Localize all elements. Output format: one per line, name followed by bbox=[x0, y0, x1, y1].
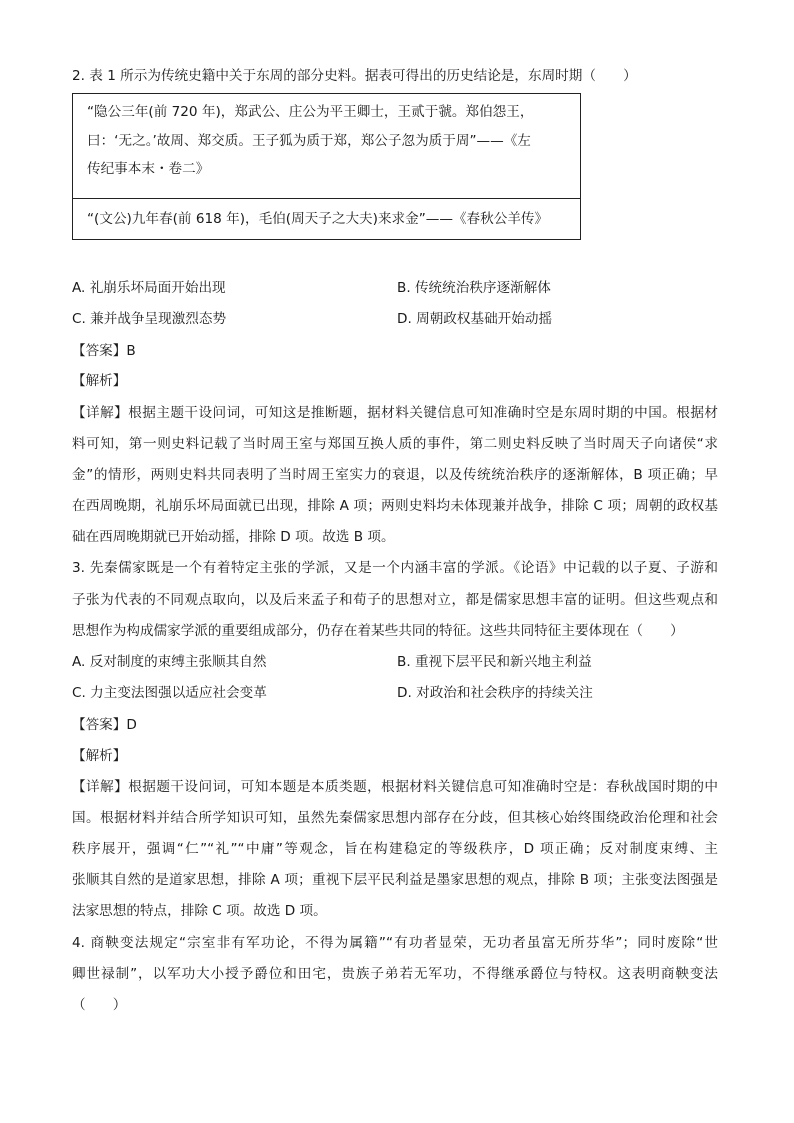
source-table-row-1 bbox=[73, 94, 581, 199]
q3-option-d[interactable]: D. 对政治和社会秩序的持续关注 bbox=[397, 685, 593, 701]
q3-stem-line: 3. 先秦儒家既是一个有着特定主张的学派，又是一个内涵丰富的学派。《论语》中记载的以子夏、子游和 bbox=[72, 560, 718, 576]
q2-option-a[interactable]: A. 礼崩乐坏局面开始出现 bbox=[72, 280, 226, 296]
q3-option-a[interactable]: A. 反对制度的束缚主张顺其自然 bbox=[72, 654, 267, 670]
q3-option-b[interactable]: B. 重视下层平民和新兴地主利益 bbox=[397, 654, 592, 670]
q4-stem-line: 4. 商鞅变法规定“宗室非有军功论，不得为属籍”“有功者显荣，无功者虽富无所芬华”；同时废除“世 bbox=[72, 935, 718, 951]
q2-option-c[interactable]: C. 兼并战争呈现激烈态势 bbox=[72, 311, 227, 327]
source-row2-text: “(文公)九年春(前 618 年)，毛伯(周天子之大夫)来求金”——《春秋公羊传》 bbox=[87, 211, 549, 227]
source-table-row-2 bbox=[73, 199, 581, 240]
source-row1-line: 曰：‘无之。’故周、郑交质。王子狐为质于郑，郑公子忽为质于周”——《左 bbox=[87, 132, 531, 149]
q4-stem-line: （ ） bbox=[72, 997, 127, 1013]
q3-detail-line: 国。根据材料并结合所学知识可知，虽然先秦儒家思想内部存在分歧，但其核心始终围绕政治伦理和社会 bbox=[72, 810, 718, 826]
q3-answer: 【答案】D bbox=[72, 717, 137, 733]
q2-detail-line: 料可知，第一则史料记载了当时周王室与郑国互换人质的事件，第二则史料反映了当时周天子向诸侯“求 bbox=[72, 436, 718, 452]
q2-answer: 【答案】B bbox=[72, 343, 136, 359]
q2-detail-line: 【详解】根据主题干设问词，可知这是推断题，据材料关键信息可知准确时空是东周时期的中国。根据材 bbox=[72, 405, 718, 421]
q2-analysis-label: 【解析】 bbox=[72, 373, 127, 389]
q3-detail-line: 【详解】根据题干设问词，可知本题是本质类题，根据材料关键信息可知准确时空是：春秋战国时期的中 bbox=[72, 779, 718, 795]
q4-stem-line: 卿世禄制”，以军功大小授予爵位和田宅，贵族子弟若无军功，不得继承爵位与特权。这表明商鞅变法 bbox=[72, 966, 718, 982]
q2-option-b[interactable]: B. 传统统治秩序逐渐解体 bbox=[397, 280, 551, 296]
source-row1-line: “隐公三年(前 720 年)，郑武公、庄公为平王卿士，王贰于虢。郑伯怨王， bbox=[87, 104, 534, 120]
q3-detail-line: 法家思想的特点，排除 C 项。故选 D 项。 bbox=[72, 903, 327, 919]
q2-detail-line: 在西周晚期，礼崩乐坏局面就已出现，排除 A 项；两则史料均未体现兼并战争，排除 C 项；周朝的政权基 bbox=[72, 498, 718, 514]
q3-stem-line: 思想作为构成儒家学派的重要组成部分，仍存在着某些共同的特征。这些共同特征主要体现在（ ） bbox=[72, 623, 684, 639]
q2-detail-line: 金”的情形，两则史料共同表明了当时周王室实力的衰退，以及传统统治秩序的逐渐解体，B 项正确；早 bbox=[72, 467, 718, 483]
source-table bbox=[72, 93, 581, 240]
q3-detail-line: 张顺其自然的是道家思想，排除 A 项；重视下层平民利益是墨家思想的观点，排除 B 项；主张变法图强是 bbox=[72, 872, 718, 888]
q2-stem: 2. 表 1 所示为传统史籍中关于东周的部分史料。据表可得出的历史结论是，东周时期（ ） bbox=[72, 68, 637, 84]
q2-detail-line: 础在西周晚期就已开始动摇，排除 D 项。故选 B 项。 bbox=[72, 529, 395, 545]
q3-detail-line: 秩序展开，强调“仁”“礼”“中庸”等观念，旨在构建稳定的等级秩序，D 项正确；反对制度束缚、主 bbox=[72, 841, 718, 857]
q3-analysis-label: 【解析】 bbox=[72, 748, 127, 764]
q3-stem-line: 子张为代表的不同观点取向，以及后来孟子和荀子的思想对立，都是儒家思想丰富的证明。但这些观点和 bbox=[72, 592, 718, 608]
q3-option-c[interactable]: C. 力主变法图强以适应社会变革 bbox=[72, 685, 267, 701]
source-row1-line: 传纪事本末・卷二》 bbox=[87, 161, 210, 177]
q2-option-d[interactable]: D. 周朝政权基础开始动摇 bbox=[397, 311, 553, 327]
